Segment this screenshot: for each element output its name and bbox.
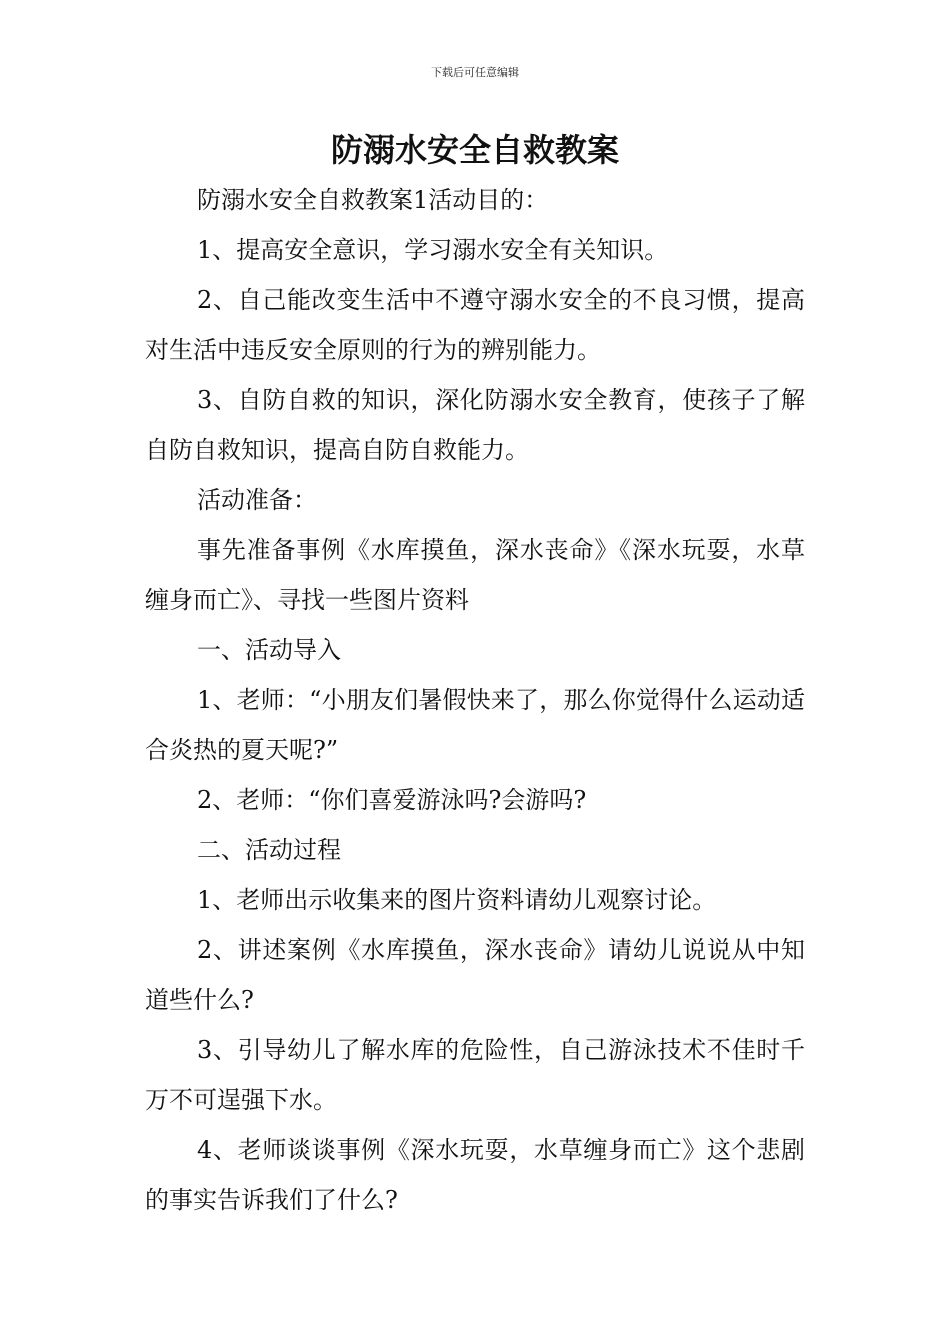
paragraph-intro-2: 2、老师：“你们喜爱游泳吗?会游吗? — [197, 786, 587, 814]
paragraph-section-process: 二、活动过程 — [197, 836, 341, 864]
paragraph-objectives-heading: 防溺水安全自救教案1活动目的： — [197, 186, 549, 214]
paragraph-process-4: 4、老师谈谈事例《深水玩耍，水草缠身而亡》这个悲剧的事实告诉我们了什么? — [145, 1136, 805, 1214]
paragraph-process-2: 2、讲述案例《水库摸鱼，深水丧命》请幼儿说说从中知道些什么? — [145, 936, 805, 1014]
paragraph-preparation: 事先准备事例《水库摸鱼，深水丧命》《深水玩耍，水草缠身而亡》、寻找一些图片资料 — [145, 536, 805, 614]
document-body — [145, 175, 805, 1225]
paragraph-process-3: 3、引导幼儿了解水库的危险性，自己游泳技术不佳时千万不可逞强下水。 — [145, 1036, 805, 1114]
page-title: 防溺水安全自救教案 — [330, 131, 619, 169]
paragraph-intro-1: 1、老师：“小朋友们暑假快来了，那么你觉得什么运动适合炎热的夏天呢?” — [145, 686, 805, 764]
paragraph-objective-1: 1、提高安全意识，学习溺水安全有关知识。 — [197, 236, 669, 264]
paragraph-preparation-heading: 活动准备： — [197, 486, 317, 514]
paragraph-objective-3: 3、自防自救的知识，深化防溺水安全教育，使孩子了解自防自救知识，提高自防自救能力。 — [145, 386, 805, 464]
paragraph-process-1: 1、老师出示收集来的图片资料请幼儿观察讨论。 — [197, 886, 717, 914]
paragraph-section-intro: 一、活动导入 — [197, 636, 341, 664]
paragraph-objective-2: 2、自己能改变生活中不遵守溺水安全的不良习惯，提高对生活中违反安全原则的行为的辨别能力。 — [145, 286, 805, 364]
header-note: 下载后可任意编辑 — [431, 66, 519, 79]
